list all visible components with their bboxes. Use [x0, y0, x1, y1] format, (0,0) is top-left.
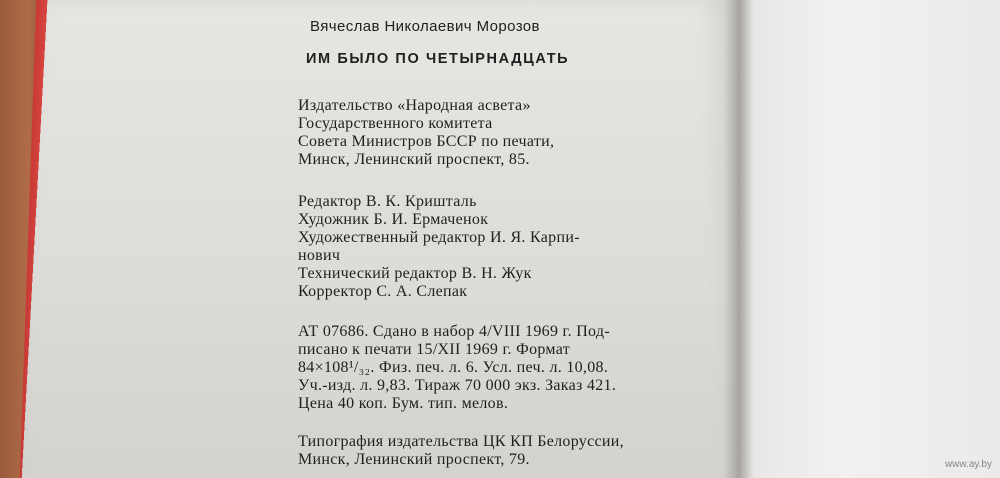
- author-name: Вячеслав Николаевич Морозов: [310, 18, 540, 35]
- staff-block: [298, 193, 728, 301]
- watermark: www.ay.by: [944, 459, 992, 470]
- staff-line: Редактор В. К. Кришталь: [298, 193, 477, 210]
- technical-line: АТ 07686. Сдано в набор 4/VIII 1969 г. Под-: [298, 323, 610, 340]
- technical-line: Уч.-изд. л. 9,83. Тираж 70 000 экз. Заказ 421.: [298, 377, 617, 394]
- book-gutter: [724, 0, 754, 478]
- staff-line: Художник Б. И. Ермаченок: [298, 211, 489, 228]
- staff-line: Технический редактор В. Н. Жук: [298, 265, 532, 282]
- technical-line: писано к печати 15/XII 1969 г. Формат: [298, 341, 571, 358]
- publisher-block: [298, 97, 728, 169]
- staff-line: Корректор С. А. Слепак: [298, 283, 468, 300]
- publisher-line: Издательство «Народная асвета»: [298, 97, 531, 114]
- book-title: ИМ БЫЛО ПО ЧЕТЫРНАДЦАТЬ: [306, 51, 570, 67]
- printer-line: Типография издательства ЦК КП Белоруссии,: [298, 433, 624, 450]
- publisher-line: Совета Министров БССР по печати,: [298, 133, 555, 150]
- staff-line: нович: [298, 247, 341, 264]
- technical-line: Цена 40 коп. Бум. тип. мелов.: [298, 395, 509, 412]
- facing-page: [738, 0, 1000, 478]
- publisher-line: Минск, Ленинский проспект, 85.: [298, 151, 530, 168]
- printer-block: [298, 433, 728, 469]
- printer-line: Минск, Ленинский проспект, 79.: [298, 451, 530, 468]
- staff-line: Художественный редактор И. Я. Карпи-: [298, 229, 580, 246]
- imprint-text: [298, 18, 728, 469]
- publisher-line: Государственного комитета: [298, 115, 493, 132]
- technical-line: 84×108¹/₃₂. Физ. печ. л. 6. Усл. печ. л. 10,08.: [298, 359, 609, 376]
- technical-block: [298, 323, 728, 413]
